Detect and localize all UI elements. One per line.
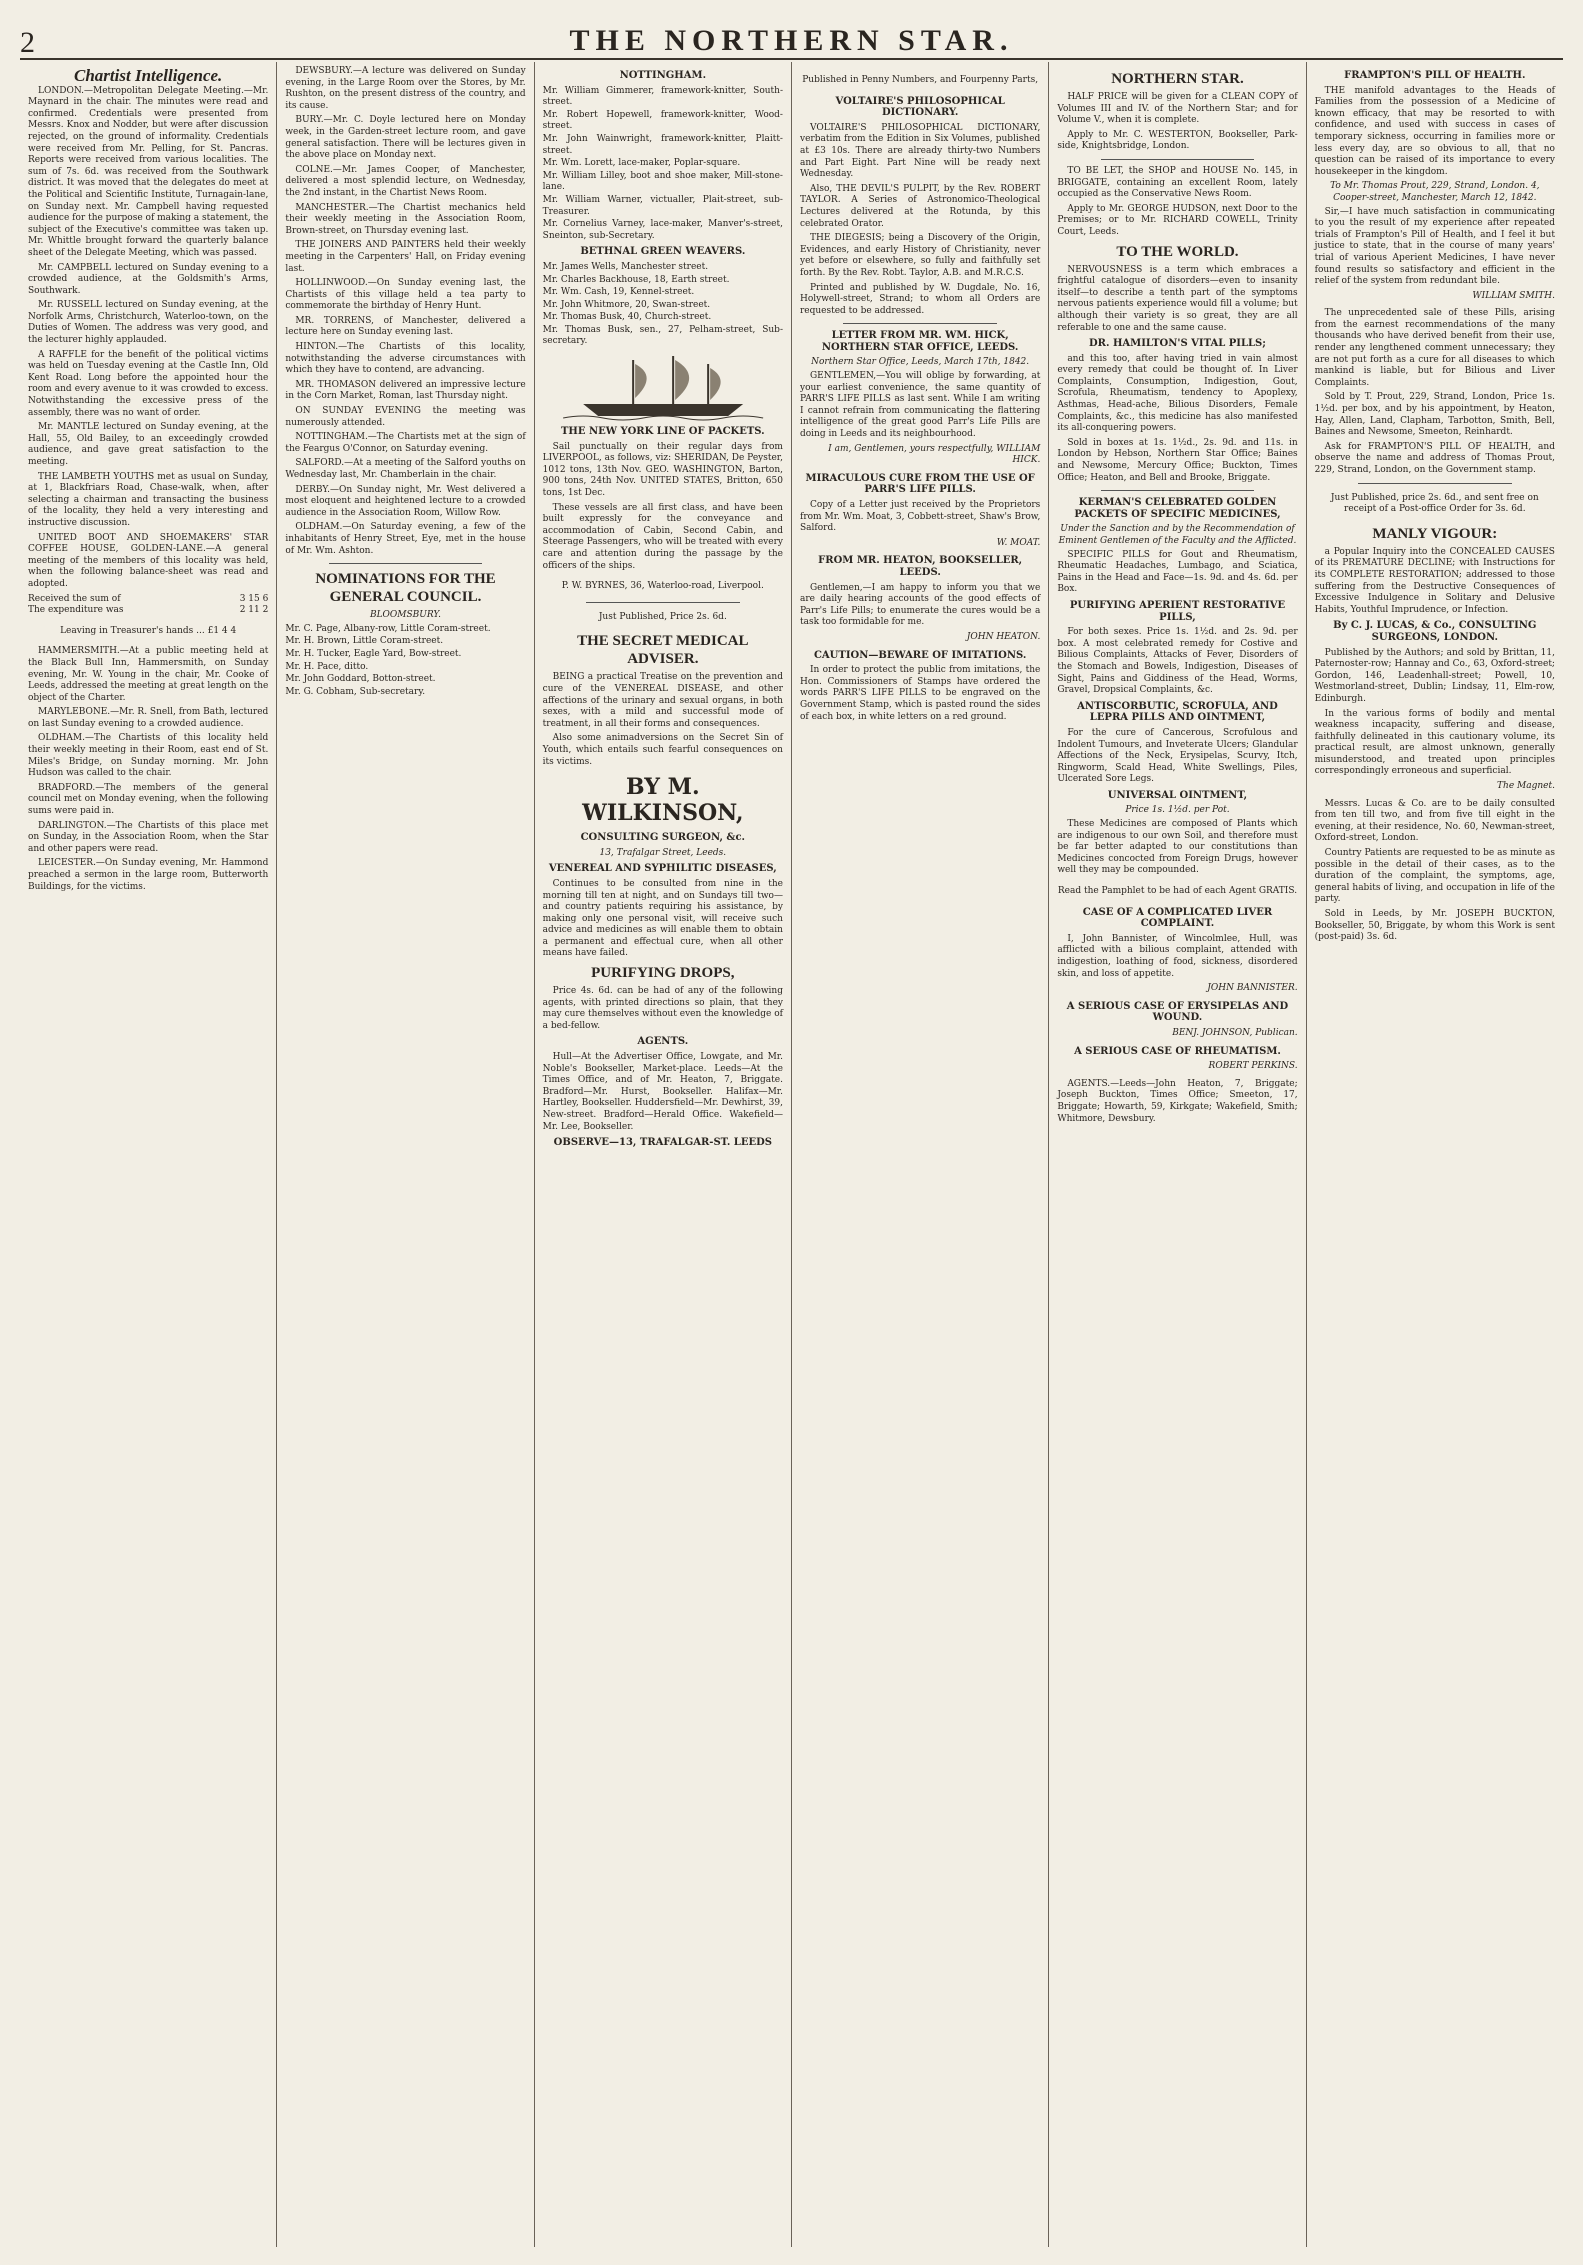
packet-body: These vessels are all first class, and have been built expressly for the conveyance and accommodation of Cabin, Second Cabin, and Steerage Passengers, who will be treated with every care and attention during the passage by the officers of the ships.	[542, 502, 783, 571]
country-note: Country Patients are requested to be as minute as possible in the detail of their cases, as to the duration of the complaint, the symptoms, age, general habits of living, and occupation in life of the party.	[1314, 848, 1555, 905]
divider	[843, 323, 997, 324]
frampton-heading: FRAMPTON'S PILL OF HEALTH.	[1344, 70, 1526, 81]
smith-signature: WILLIAM SMITH.	[1472, 290, 1555, 301]
testimonial-address: To Mr. Thomas Prout, 229, Strand, London. 4, Cooper-street, Manchester, March 12, 1842.	[1330, 181, 1540, 203]
column-5	[1048, 62, 1305, 2247]
nomination-entry: Mr. Wm. Cash, 19, Kennel-street.	[542, 287, 695, 298]
purifying-text: For both sexes. Price 1s. 1½d. and 2s. 9d. per box. A most celebrated remedy for Costive and Bilious Complaints, Attacks of Fever, Disorders of the Stomach and Bowels, Indigestion, Diseases of Sight, Pains and Giddiness of the Head, Worms, Gravel, Dropsical Complaints, &c.	[1057, 627, 1298, 696]
star-text: HALF PRICE will be given for a CLEAN COPY of Volumes III and IV. of the Northern Star; and for Volume V., when it is complete.	[1057, 92, 1298, 126]
purifying-heading: PURIFYING APERIENT RESTORATIVE PILLS,	[1069, 599, 1286, 623]
vigour-text: a Popular Inquiry into the CONCEALED CAUSES of its PREMATURE DECLINE; with Instructions for its COMPLETE RESTORATION; addressed to those suffering from the Destructive Consequences of Excessive Indulgence in Solitary and Delusive Habits, Youthful Imprudence, or Infection.	[1314, 546, 1555, 615]
balance-label: Received the sum of	[28, 593, 121, 604]
newspaper-title: THE NORTHERN STAR.	[569, 24, 1014, 57]
news-item: LEICESTER.—On Sunday evening, Mr. Hammond preached a sermon in the large room, Butterworth Buildings, for the victims.	[28, 858, 269, 892]
nomination-entry: Mr. William Gimmerer, framework-knitter, South-street.	[542, 85, 783, 108]
news-item: LONDON.—Metropolitan Delegate Meeting.—Mr. Maynard in the chair. The minutes were read and confirmed. Credentials were presented from Messrs. Knox and Nodder, but were after discussion rejected, on the ground of informality. Credentials were received from Mr. Pelling, for St. Pancras. Reports were received from various localities. The sum of 7s. 6d. was received from the Southwark district. It was moved that the delegates do meet at the Political and Scientific Institute, Turnagain-lane, on Sunday next. Mr. Campbell having requested audience for the purpose of making a statement, the subject of the Executive's committee was taken up. Mr. Whittle brought forward the quarterly balance sheet of the Delegate Meeting, which was passed.	[28, 85, 269, 258]
cure-text: Copy of a Letter just received by the Proprietors from Mr. Wm. Moat, 3, Cobbett-street, Shaw's Brow, Salford.	[799, 500, 1041, 534]
page-columns	[20, 62, 1563, 2247]
caution-heading: CAUTION—BEWARE OF IMITATIONS.	[813, 649, 1027, 661]
news-item: MARYLEBONE.—Mr. R. Snell, from Bath, lectured on last Sunday evening to a crowded audience.	[28, 707, 269, 729]
nomination-entry: Mr. James Wells, Manchester street.	[542, 261, 709, 272]
let-text: TO BE LET, the SHOP and HOUSE No. 145, in BRIGGATE, containing an excellent Room, lately occupied as the Conservative News Room.	[1057, 165, 1298, 200]
nomination-entry: Mr. Cornelius Varney, lace-maker, Manver's-street, Sneinton, sub-Secretary.	[542, 219, 783, 241]
balance-note: Leaving in Treasurer's hands ... £1 4 4	[60, 625, 237, 636]
column-3	[534, 62, 791, 2247]
author-heading: BY M. WILKINSON,	[582, 774, 744, 827]
news-item: Mr. MANTLE lectured on Sunday evening, at the Hall, 55, Old Bailey, to an exceedingly crowded audience, and gave great satisfaction to the meeting.	[28, 422, 269, 467]
diegesis-note: Printed and published by W. Dugdale, No. 16, Holywell-street, Strand; to whom all Orders are requested to be addressed.	[799, 282, 1041, 316]
news-item: DARLINGTON.—The Chartists of this place met on Sunday, in the Association Room, when the Star and other papers were read.	[28, 820, 269, 854]
world-text: NERVOUSNESS is a term which embraces a frightful catalogue of disorders—even to insanity itself—to describe a tenth part of the symptoms nervous patients experience would fill a volume; but although their variety is so great, they are all referable to one and the same cause.	[1057, 264, 1298, 333]
frampton-body: The unprecedented sale of these Pills, arising from the earnest recommendations of the many thousands who have derived benefit from their use, render any lengthened comment unnecessary; they are not put forth as a cure for all diseases to which mankind is liable, but for Bilious and Liver Complaints.	[1314, 308, 1555, 388]
case-signature: BENJ. JOHNSON, Publican.	[1172, 1027, 1298, 1038]
nomination-entry: Mr. H. Tucker, Eagle Yard, Bow-street.	[285, 648, 462, 659]
antiscorbutic-text: For the cure of Cancerous, Scrofulous and Indolent Tumours, and Inveterate Ulcers; Glandular Affections of the Neck, Erysipelas, Scurvy, Itch, Ringworm, Scald Head, White Swellings, Piles, Ulcerated Sore Legs.	[1057, 727, 1298, 785]
adviser-text: BEING a practical Treatise on the prevention and cure of the VENEREAL DISEASE, and other affections of the urinary and sexual organs, in both sexes, with a mild and successful mode of treatment, in all their forms and consequences.	[542, 672, 783, 729]
frampton-text: THE manifold advantages to the Heads of Families from the possession of a Medicine of known efficacy, that may be resorted to with confidence, and used with success in cases of temporary sickness, occurring in families more or less every day, are so obvious to all, that no question can be raised of its importance to every housekeeper in the kingdom.	[1314, 85, 1555, 177]
news-item: OLDHAM.—On Saturday evening, a few of the inhabitants of Henry Street, Eye, met in the house of Mr. Wm. Ashton.	[285, 522, 526, 556]
heaton-text: Gentlemen,—I am happy to inform you that we are daily hearing accounts of the good effects of Parr's Life Pills; to enumerate the cures would be a task too formidable for me.	[799, 582, 1041, 628]
heaton-heading: FROM MR. HEATON, BOOKSELLER, LEEDS.	[818, 555, 1023, 578]
nomination-entry: Mr. Robert Hopewell, framework-knitter, Wood-street.	[542, 109, 783, 132]
balance-sheet	[28, 594, 268, 617]
nomination-entry: Mr. John Goddard, Botton-street.	[285, 674, 436, 685]
caution-text: In order to protect the public from imitations, the Hon. Commissioners of Stamps have ordered the words PARR'S LIFE PILLS to be engraved on the Government Stamp, which is pasted round the sides of each box, in white letters on a red ground.	[799, 665, 1041, 722]
ointment-heading: UNIVERSAL OINTMENT,	[1107, 789, 1248, 801]
letter-date: Northern Star Office, Leeds, March 17th, 1842.	[811, 357, 1030, 368]
venereal-heading: VENEREAL AND SYPHILITIC DISEASES,	[548, 863, 777, 875]
adviser-heading: THE SECRET MEDICAL ADVISER.	[577, 633, 749, 668]
hamilton-sold: Sold in boxes at 1s. 1½d., 2s. 9d. and 11s. in London by Hebson, Northern Star Office; Baines and Newsome, Mercury Office; Buckton, Times Office; Heaton, and Bell and Brooke, Briggate.	[1057, 437, 1298, 483]
nomination-entry: Mr. William Lilley, boot and shoe maker, Mill-stone-lane.	[542, 170, 783, 193]
star-heading: NORTHERN STAR.	[1111, 71, 1244, 87]
kerman-subheading: Under the Sanction and by the Recommendation of Eminent Gentlemen of the Faculty and the Afflicted.	[1058, 524, 1297, 546]
let-apply: Apply to Mr. GEORGE HUDSON, next Door to the Premises; or to Mr. RICHARD COWELL, Trinity Court, Leeds.	[1057, 203, 1298, 237]
agents-list: Hull—At the Advertiser Office, Lowgate, and Mr. Noble's Bookseller, Market-place. Leeds—At the Times Office, and of Mr. Heaton, 7, Briggate. Bradford—Mr. Hurst, Bookseller. Halifax—Mr. Hartley, Bookseller. Huddersfield—Mr. Dewhirst, 39, New-street. Bradford—Herald Office. Wakefield—Mr. Lee, Bookseller.	[542, 1052, 783, 1132]
news-item: Mr. CAMPBELL lectured on Sunday evening to a crowded audience, at the Goldsmith's Arms, Southwark.	[28, 262, 269, 296]
reviews-text: In the various forms of bodily and mental weakness incapacity, suffering and disease, faithfully delineated in this cautionary volume, its practical result, are almost unknown, generally misunderstood, and treated upon principles correspondingly erroneous and superficial.	[1314, 708, 1555, 777]
section-heading: Chartist Intelligence.	[74, 66, 223, 85]
packet-contact: P. W. BYRNES, 36, Waterloo-road, Liverpool.	[561, 581, 764, 592]
weavers-heading: BETHNAL GREEN WEAVERS.	[580, 246, 746, 258]
nomination-entry: Mr. Wm. Lorett, lace-maker, Poplar-square.	[542, 158, 741, 169]
lucas-heading: By C. J. LUCAS, & Co., CONSULTING SURGEONS, LONDON.	[1333, 620, 1537, 643]
letter-heading: LETTER FROM MR. WM. HICK, NORTHERN STAR OFFICE, LEEDS.	[821, 330, 1019, 353]
nomination-entry: Mr. William Warner, victualler, Plait-street, sub-Treasurer.	[542, 194, 783, 217]
antiscorbutic-heading: ANTISCORBUTIC, SCROFULA, AND LEPRA PILLS AND OINTMENT,	[1077, 700, 1278, 724]
magnet-source: The Magnet.	[1497, 781, 1555, 792]
news-item: UNITED BOOT AND SHOEMAKERS' STAR COFFEE HOUSE, GOLDEN-LANE.—A general meeting of the members of this locality was held, when the following balance-sheet was read and adopted.	[28, 532, 269, 589]
letter-signature: I am, Gentlemen, yours respectfully, WILLIAM HICK.	[828, 443, 1041, 466]
news-item: HAMMERSMITH.—At a public meeting held at the Black Bull Inn, Hammersmith, on Sunday evening, Mr. W. Young in the chair, Mr. Cooke of Leeds, addressed the meeting at great length on the object of the Charter.	[28, 646, 269, 703]
news-item: DERBY.—On Sunday night, Mr. West delivered a most eloquent and heightened lecture to a crowded audience in the Association Room, Willow Row.	[285, 484, 526, 518]
nomination-entry: Mr. Thomas Busk, sen., 27, Pelham-street, Sub-secretary.	[542, 324, 783, 347]
hamilton-text: and this too, after having tried in vain almost every remedy that could be thought of. In Liver Complaints, Consumption, Indigestion, Gout, Scrofula, Rheumatism, tendency to Apoplexy, Asthmas, Head-ache, Bilious Disorders, Female Complaints, &c., this medicine has also manifested its all-conquering powers.	[1057, 353, 1298, 434]
news-item: MANCHESTER.—The Chartist mechanics held their weekly meeting in the Association Room, Brown-street, on Thursday evening last.	[285, 202, 526, 236]
drops-text: Price 4s. 6d. can be had of any of the following agents, with printed directions so plain, that they may cure themselves without even the knowledge of a bed-fellow.	[542, 986, 783, 1031]
balance-label: The expenditure was	[28, 605, 124, 616]
venereal-text: Continues to be consulted from nine in the morning till ten at night, and on Sundays till two—and country patients requiring his assistance, by making only one personal visit, will receive such advice and medicines as will enable them to obtain a permanent and effectual cure, when all other means have failed.	[542, 878, 783, 959]
news-item: NOTTINGHAM.—The Chartists met at the sign of the Feargus O'Connor, on Saturday evening.	[285, 432, 526, 454]
agents-heading: AGENTS.	[637, 1036, 689, 1048]
page-number: 2	[20, 26, 35, 59]
observe-note: OBSERVE—13, TRAFALGAR-ST. LEEDS	[553, 1137, 772, 1149]
published-note: Just Published, Price 2s. 6d.	[598, 611, 727, 622]
ointment-text: These Medicines are composed of Plants which are indigenous to our own Soil, and therefore must be far better adapted to our constitutions than Medicines concocted from Foreign Drugs, however well they may be compounded.	[1057, 819, 1298, 876]
column-4	[791, 62, 1048, 2247]
cure-heading: MIRACULOUS CURE FROM THE USE OF PARR'S LIFE PILLS.	[805, 472, 1035, 496]
divider	[1101, 490, 1255, 491]
kerman-text: SPECIFIC PILLS for Gout and Rheumatism, Rheumatic Headaches, Lumbago, and Sciatica, Pains in the Head and Face—1s. 9d. and 4s. 6d. per Box.	[1057, 549, 1298, 595]
nominations-subheading: BLOOMSBURY.	[369, 610, 442, 621]
testimonial-text: Sir,—I have much satisfaction in communicating to you the result of my experience after repeated trials of Frampton's Pill of Health, and I feel it but justice to state, that in the course of many years' trial of various Aperient Medicines, I have never found results so satisfactory and efficient in the relief of the system from redundant bile.	[1314, 206, 1555, 287]
packet-heading: THE NEW YORK LINE OF PACKETS.	[560, 426, 765, 438]
vigour-published: Just Published, price 2s. 6d., and sent free on receipt of a Post-office Order for 3s. 6d.	[1330, 492, 1539, 515]
divider	[586, 602, 740, 603]
nominations-heading: NOMINATIONS FOR THE GENERAL COUNCIL.	[315, 571, 496, 606]
drops-heading: PURIFYING DROPS,	[591, 965, 735, 982]
adviser-note: Also some animadversions on the Secret Sin of Youth, which entails such fearful consequences on its victims.	[542, 733, 783, 767]
news-item: SALFORD.—At a meeting of the Salford youths on Wednesday last, Mr. Chamberlain in the chair.	[285, 458, 526, 480]
nomination-entry: Mr. C. Page, Albany-row, Little Coram-street.	[285, 623, 491, 634]
ask-for: Ask for FRAMPTON'S PILL OF HEALTH, and observe the name and address of Thomas Prout, 229, Strand, London, on the Government stamp.	[1314, 441, 1555, 475]
masthead	[20, 18, 1563, 60]
news-item: BRADFORD.—The members of the general council met on Monday evening, when the following sums were paid in.	[28, 782, 269, 817]
nomination-entry: Mr. G. Cobham, Sub-secretary.	[285, 686, 426, 697]
news-item: DEWSBURY.—A lecture was delivered on Sunday evening, in the Large Room over the Stores, by Mr. Rushton, on the present distress of the country, and its cause.	[285, 66, 526, 111]
voltaire-heading: VOLTAIRE'S PHILOSOPHICAL DICTIONARY.	[835, 95, 1005, 119]
column-6	[1306, 62, 1563, 2247]
ointment-price: Price 1s. 1½d. per Pot.	[1125, 805, 1230, 816]
nomination-entry: Mr. H. Brown, Little Coram-street.	[285, 636, 444, 647]
diegesis-text: THE DIEGESIS; being a Discovery of the Origin, Evidences, and early History of Christianity, never yet before or elsewhere, so fully and faithfully set forth. By the Rev. Robt. Taylor, A.B. and M.R.C.S.	[799, 233, 1041, 278]
case-signature: ROBERT PERKINS.	[1208, 1061, 1298, 1072]
agents-list: AGENTS.—Leeds—John Heaton, 7, Briggate; Joseph Buckton, Times Office; Smeeton, 17, Briggate; Howarth, 59, Kirkgate; Wakefield, Smith; Whitmore, Dewsbury.	[1057, 1078, 1298, 1124]
gratis-note: Read the Pamphlet to be had of each Agent GRATIS.	[1057, 886, 1298, 897]
column-1	[20, 62, 276, 2247]
column-2	[276, 62, 533, 2247]
voltaire-text: VOLTAIRE'S PHILOSOPHICAL DICTIONARY, verbatim from the Edition in Six Volumes, published at £3 10s. There are already thirty-two Numbers and Part Eight. Part Nine will be ready next Wednesday.	[799, 122, 1041, 180]
packet-schedule: Sail punctually on their regular days from LIVERPOOL, as follows, viz: SHERIDAN, De Peyster, 1012 tons, 13th Nov. GEO. WASHINGTON, Barton, 900 tons, 24th Nov. UNITED STATES, Britton, 650 tons, 1st Dec.	[542, 441, 783, 499]
news-item: HINTON.—The Chartists of this locality, notwithstanding the adverse circumstances with which they have to contend, are advancing.	[285, 342, 526, 376]
news-item: OLDHAM.—The Chartists of this locality held their weekly meeting in their Room, east end of St. Miles's Bridge, on Sunday morning. Mr. John Hudson was called to the chair.	[28, 733, 269, 779]
news-item: THE LAMBETH YOUTHS met as usual on Sunday, at 1, Blackfriars Road, Chase-walk, when, after selecting a chairman and transacting the business of the locality, they held a very interesting and instructive discussion.	[28, 471, 269, 528]
sailing-ship-icon	[555, 352, 771, 422]
heaton-signature: JOHN HEATON.	[966, 631, 1041, 642]
news-item: MR. THOMASON delivered an impressive lecture in the Corn Market, Roman, last Thursday night.	[285, 379, 526, 402]
sold-leeds: Sold in Leeds, by Mr. JOSEPH BUCKTON, Bookseller, 50, Briggate, by whom this Work is sent (post-paid) 3s. 6d.	[1314, 909, 1555, 943]
case-heading: CASE OF A COMPLICATED LIVER COMPLAINT.	[1082, 906, 1273, 930]
consult-note: Messrs. Lucas & Co. are to be daily consulted from ten till two, and from five till eight in the evening, at their residence, No. 60, Newman-street, Oxford-street, London.	[1314, 798, 1555, 844]
balance-value: 3 15 6	[239, 593, 269, 604]
world-heading: TO THE WORLD.	[1116, 243, 1239, 260]
nomination-entry: Mr. John Whitmore, 20, Swan-street.	[542, 299, 711, 310]
news-item: COLNE.—Mr. James Cooper, of Manchester, delivered a most splendid lecture, on Wednesday, the 2nd instant, in the Chartist News Room.	[285, 164, 526, 198]
vigour-heading: MANLY VIGOUR:	[1372, 525, 1498, 542]
divider	[329, 563, 483, 564]
case-heading: A SERIOUS CASE OF ERYSIPELAS AND WOUND.	[1066, 1000, 1289, 1024]
news-item: BURY.—Mr. C. Doyle lectured here on Monday week, in the Garden-street lecture room, and gave general satisfaction. There will be lectures given in the above place on Monday next.	[285, 115, 526, 161]
lucas-text: Published by the Authors; and sold by Brittan, 11, Paternoster-row; Hannay and Co., 63, Oxford-street; Gordon, 146, Leadenhall-street; Powell, 10, Westmorland-street, Dublin; Lindsay, 11, Elm-row, Edinburgh.	[1314, 647, 1555, 704]
moat-signature: W. MOAT.	[996, 537, 1041, 548]
devils-text: Also, THE DEVIL'S PULPIT, by the Rev. ROBERT TAYLOR. A Series of Astronomico-Theological Lectures delivered at the Rotunda, by this celebrated Orator.	[799, 183, 1041, 229]
case-text: I, John Bannister, of Wincolmlee, Hull, was afflicted with a bilious complaint, attended with indigestion, loathing of food, sickness, disordered skin, and loss of appetite.	[1057, 933, 1298, 979]
kerman-heading: KERMAN'S CELEBRATED GOLDEN PACKETS OF SPECIFIC MEDICINES,	[1074, 497, 1281, 520]
publication-intro: Published in Penny Numbers, and Fourpenny Parts,	[802, 75, 1039, 85]
divider	[1101, 159, 1255, 160]
sold-by: Sold by T. Prout, 229, Strand, London, Price 1s. 1½d. per box, and by his appointment, by Heaton, Hay, Allen, Land, Clapham, Tarbotton, Smith, Bell, Baines and Newsome, Smeeton, Reinhardt.	[1314, 392, 1555, 438]
balance-value: 2 11 2	[239, 605, 269, 616]
case-signature: JOHN BANNISTER.	[1207, 983, 1298, 994]
nottingham-heading: NOTTINGHAM.	[619, 70, 707, 81]
nomination-entry: Mr. H. Pace, ditto.	[285, 661, 369, 672]
news-item: Mr. RUSSELL lectured on Sunday evening, at the Norfolk Arms, Christchurch, Waterloo-town, on the Duties of Women. The address was very good, and the lecturer highly applauded.	[28, 300, 269, 346]
star-apply: Apply to Mr. C. WESTERTON, Bookseller, Park-side, Knightsbridge, London.	[1057, 129, 1298, 152]
nomination-entry: Mr. Charles Backhouse, 18, Earth street.	[542, 274, 730, 285]
nomination-entry: Mr. John Wainwright, framework-knitter, Plaitt-street.	[542, 133, 783, 156]
author-title: CONSULTING SURGEON, &c.	[580, 832, 746, 844]
author-address: 13, Trafalgar Street, Leeds.	[599, 847, 727, 858]
case-heading: A SERIOUS CASE OF RHEUMATISM.	[1074, 1045, 1281, 1057]
news-item: THE JOINERS AND PAINTERS held their weekly meeting in the Carpenters' Hall, on Friday evening last.	[285, 240, 526, 274]
news-item: A RAFFLE for the benefit of the political victims was held on Tuesday evening at the Castle Inn, Old Kent Road. Long before the appointed hour the room and every avenue to it was crowded to excess. Notwithstanding the excessive press of the assembly, there was no want of order.	[28, 349, 269, 418]
letter-text: GENTLEMEN,—You will oblige by forwarding, at your earliest convenience, the same quantity of PARR'S LIFE PILLS as last sent. While I am writing I cannot refrain from communicating the flattering intelligence of the great good Parr's Life Pills are doing in Leeds and its neighbourhood.	[799, 371, 1041, 440]
news-item: ON SUNDAY EVENING the meeting was numerously attended.	[285, 406, 526, 428]
hamilton-heading: DR. HAMILTON'S VITAL PILLS;	[1089, 338, 1266, 350]
news-item: HOLLINWOOD.—On Sunday evening last, the Chartists of this village held a tea party to commemorate the birthday of Henry Hunt.	[285, 278, 526, 312]
news-item: MR. TORRENS, of Manchester, delivered a lecture here on Sunday evening last.	[285, 315, 526, 338]
nomination-entry: Mr. Thomas Busk, 40, Church-street.	[542, 312, 712, 323]
divider	[1358, 483, 1512, 484]
